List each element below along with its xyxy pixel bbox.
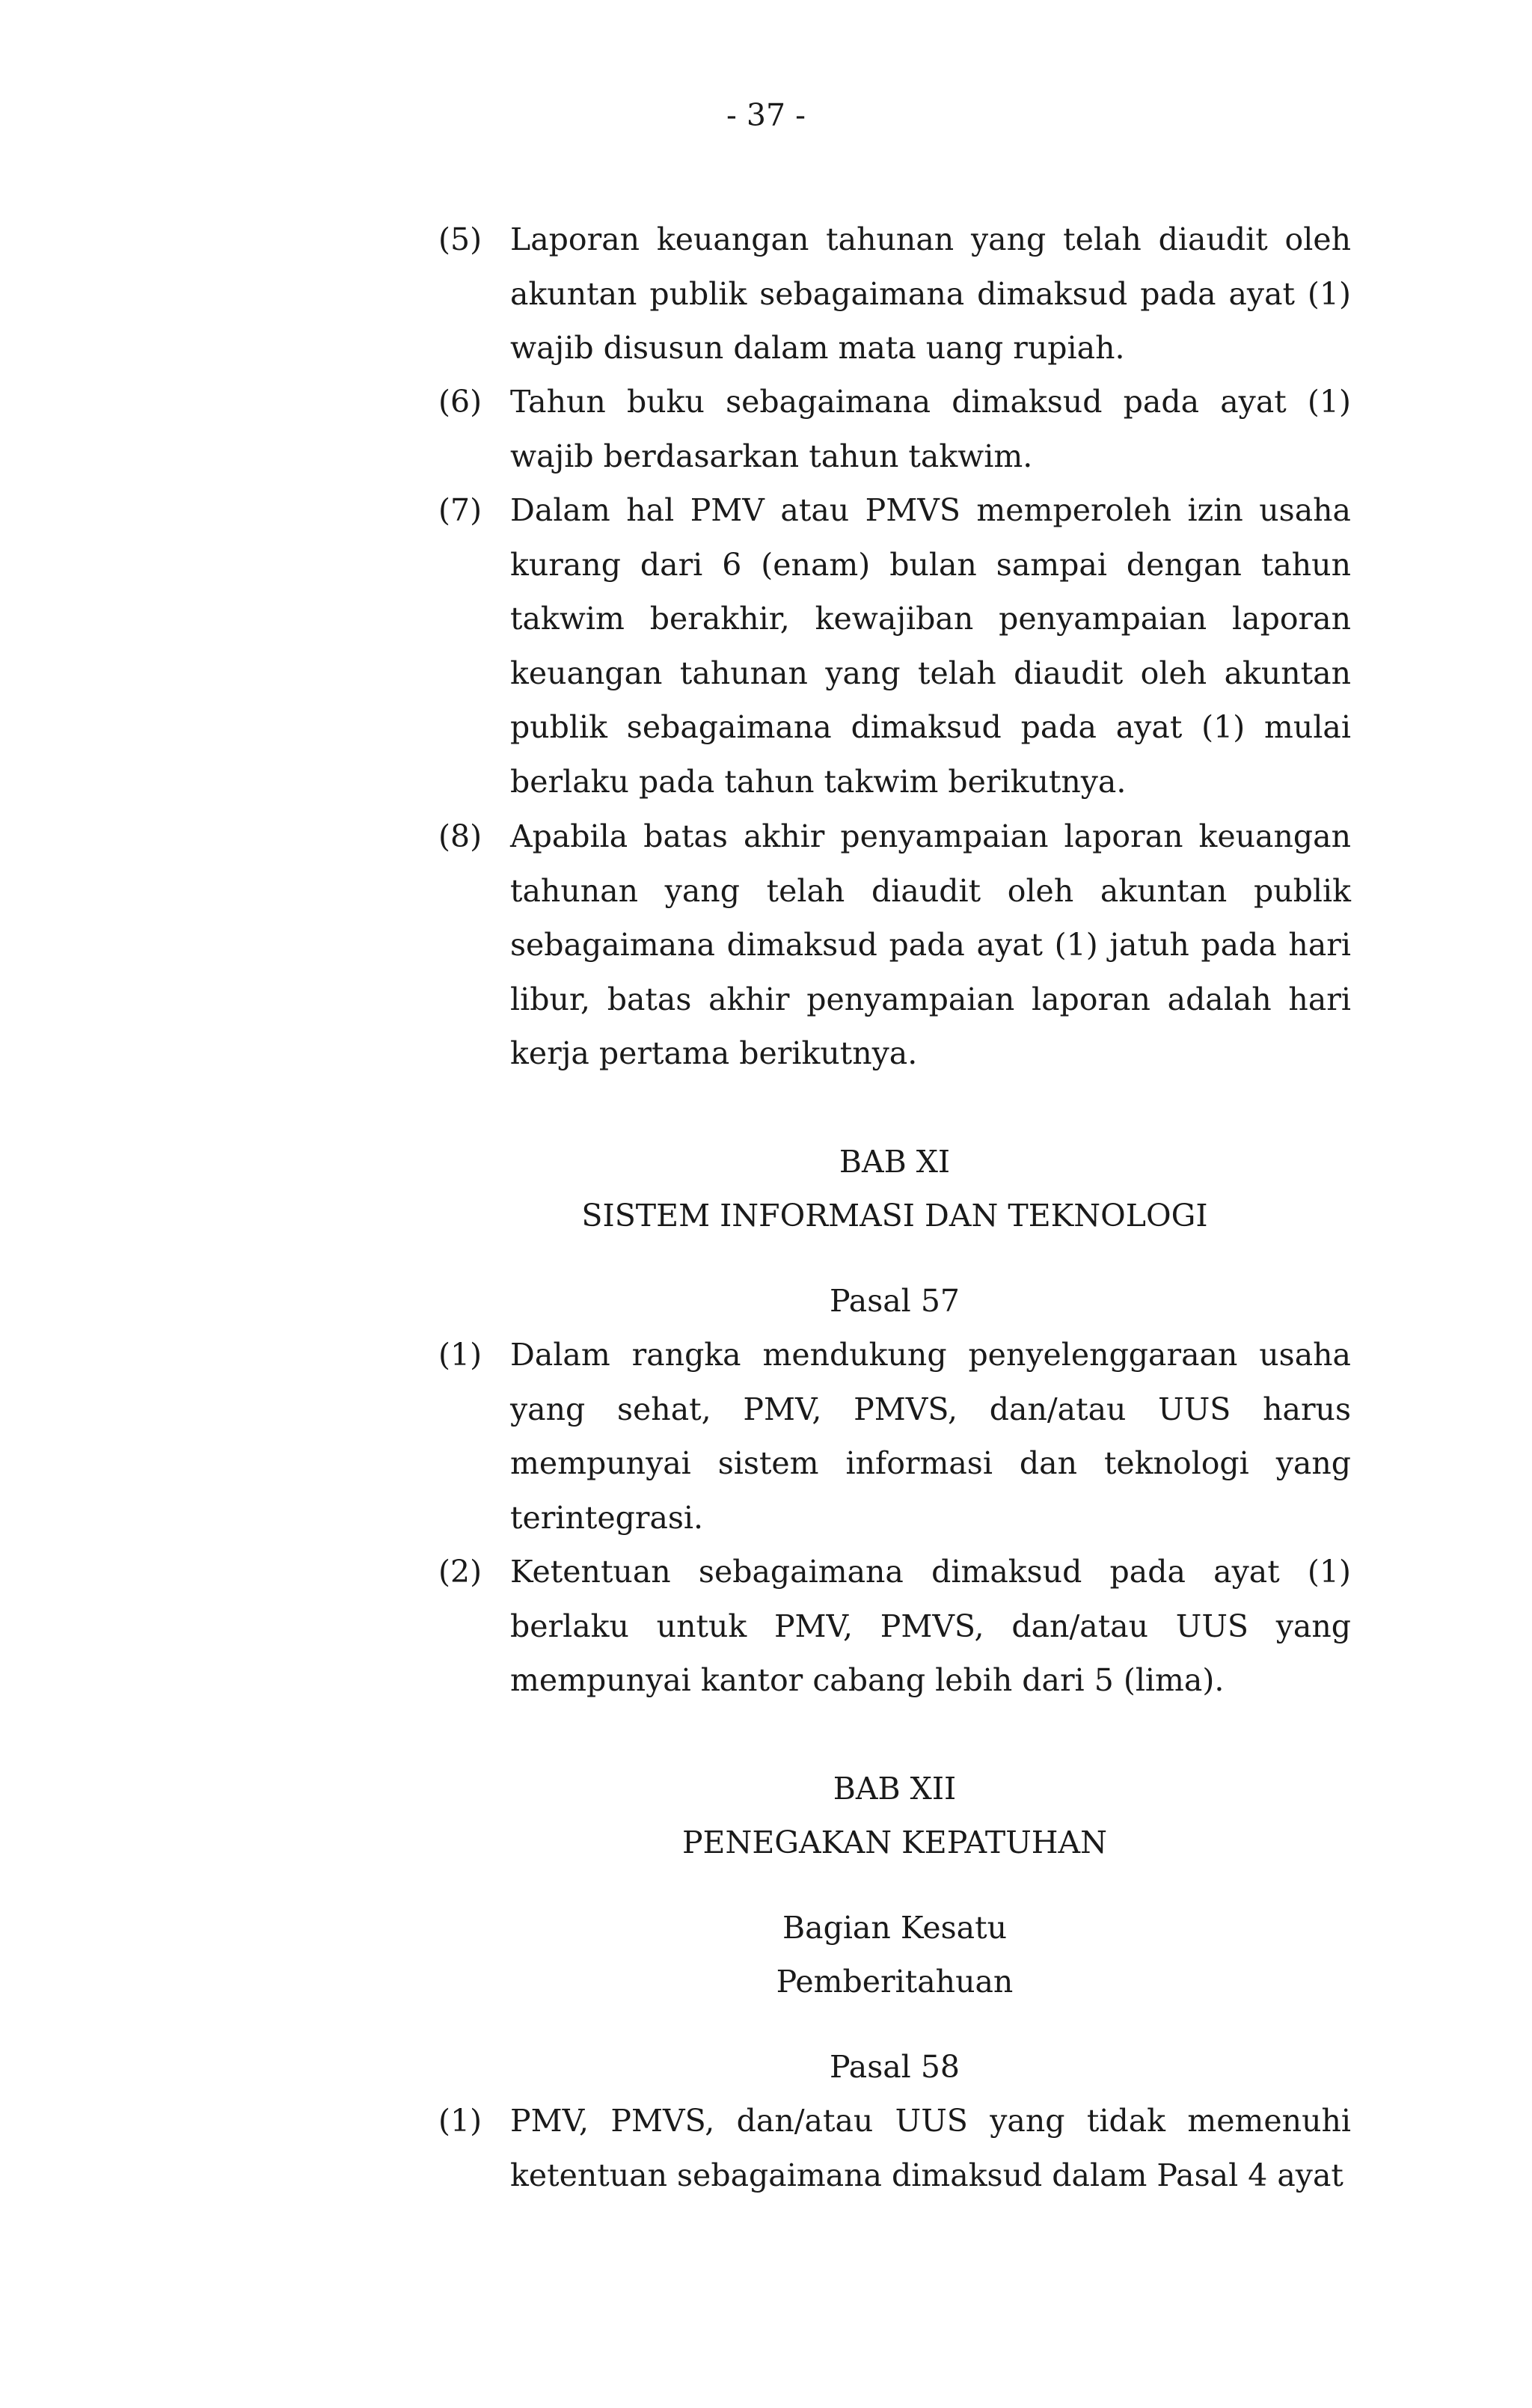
item-number: (2) [438, 1554, 482, 1590]
paragraph-item-8 [438, 809, 1351, 1081]
item-text: Tahun buku sebagaimana dimaksud pada ayat (1) wajib berdasarkan tahun takwim. [510, 384, 1351, 474]
paragraph-item-1 [438, 2094, 1351, 2202]
item-number: (6) [438, 384, 482, 420]
article-heading: Pasal 57 [830, 1283, 960, 1319]
item-number: (1) [438, 1337, 482, 1373]
paragraph-item-5 [438, 212, 1351, 376]
item-number: (8) [438, 818, 482, 854]
item-text: Dalam rangka mendukung penyelenggaraan usaha yang sehat, PMV, PMVS, dan/atau UUS harus mempunyai sistem informasi dan teknologi yang terintegrasi. [510, 1337, 1351, 1536]
chapter-title: SISTEM INFORMASI DAN TEKNOLOGI [581, 1198, 1208, 1234]
chapter-label: BAB XI [839, 1144, 951, 1180]
chapter-title: PENEGAKAN KEPATUHAN [681, 1825, 1108, 1860]
item-text: PMV, PMVS, dan/atau UUS yang tidak memenuhi ketentuan sebagaimana dimaksud dalam Pasal 4 ayat [510, 2103, 1351, 2193]
page-number: - 37 - [726, 97, 806, 133]
paragraph-item-1 [438, 1328, 1351, 1545]
paragraph-item-2 [438, 1545, 1351, 1708]
item-text: Dalam hal PMV atau PMVS memperoleh izin usaha kurang dari 6 (enam) bulan sampai dengan tahun takwim berakhir, kewajiban penyampaian laporan keuangan tahunan yang telah diaudit oleh akuntan publik sebagaimana dimaksud pada ayat (1) mulai berlaku pada tahun takwim berikutnya. [510, 492, 1351, 800]
article-heading: Pasal 58 [830, 2049, 960, 2085]
paragraph-item-7 [438, 483, 1351, 809]
item-number: (5) [438, 221, 482, 257]
section-title: Pemberitahuan [776, 1964, 1014, 2000]
item-text: Apabila batas akhir penyampaian laporan keuangan tahunan yang telah diaudit oleh akuntan publik sebagaimana dimaksud pada ayat (1) jatuh pada hari libur, batas akhir penyampaian laporan adalah hari kerja pertama berikutnya. [510, 818, 1351, 1071]
item-number: (7) [438, 492, 482, 528]
chapter-label: BAB XII [833, 1771, 957, 1807]
item-text: Ketentuan sebagaimana dimaksud pada ayat (1) berlaku untuk PMV, PMVS, dan/atau UUS yang mempunyai kantor cabang lebih dari 5 (lima). [510, 1554, 1351, 1698]
item-text: Laporan keuangan tahunan yang telah diaudit oleh akuntan publik sebagaimana dimaksud pada ayat (1) wajib disusun dalam mata uang rupiah. [510, 221, 1351, 366]
paragraph-item-6 [438, 375, 1351, 483]
item-number: (1) [438, 2103, 482, 2139]
section-label: Bagian Kesatu [782, 1910, 1007, 1946]
